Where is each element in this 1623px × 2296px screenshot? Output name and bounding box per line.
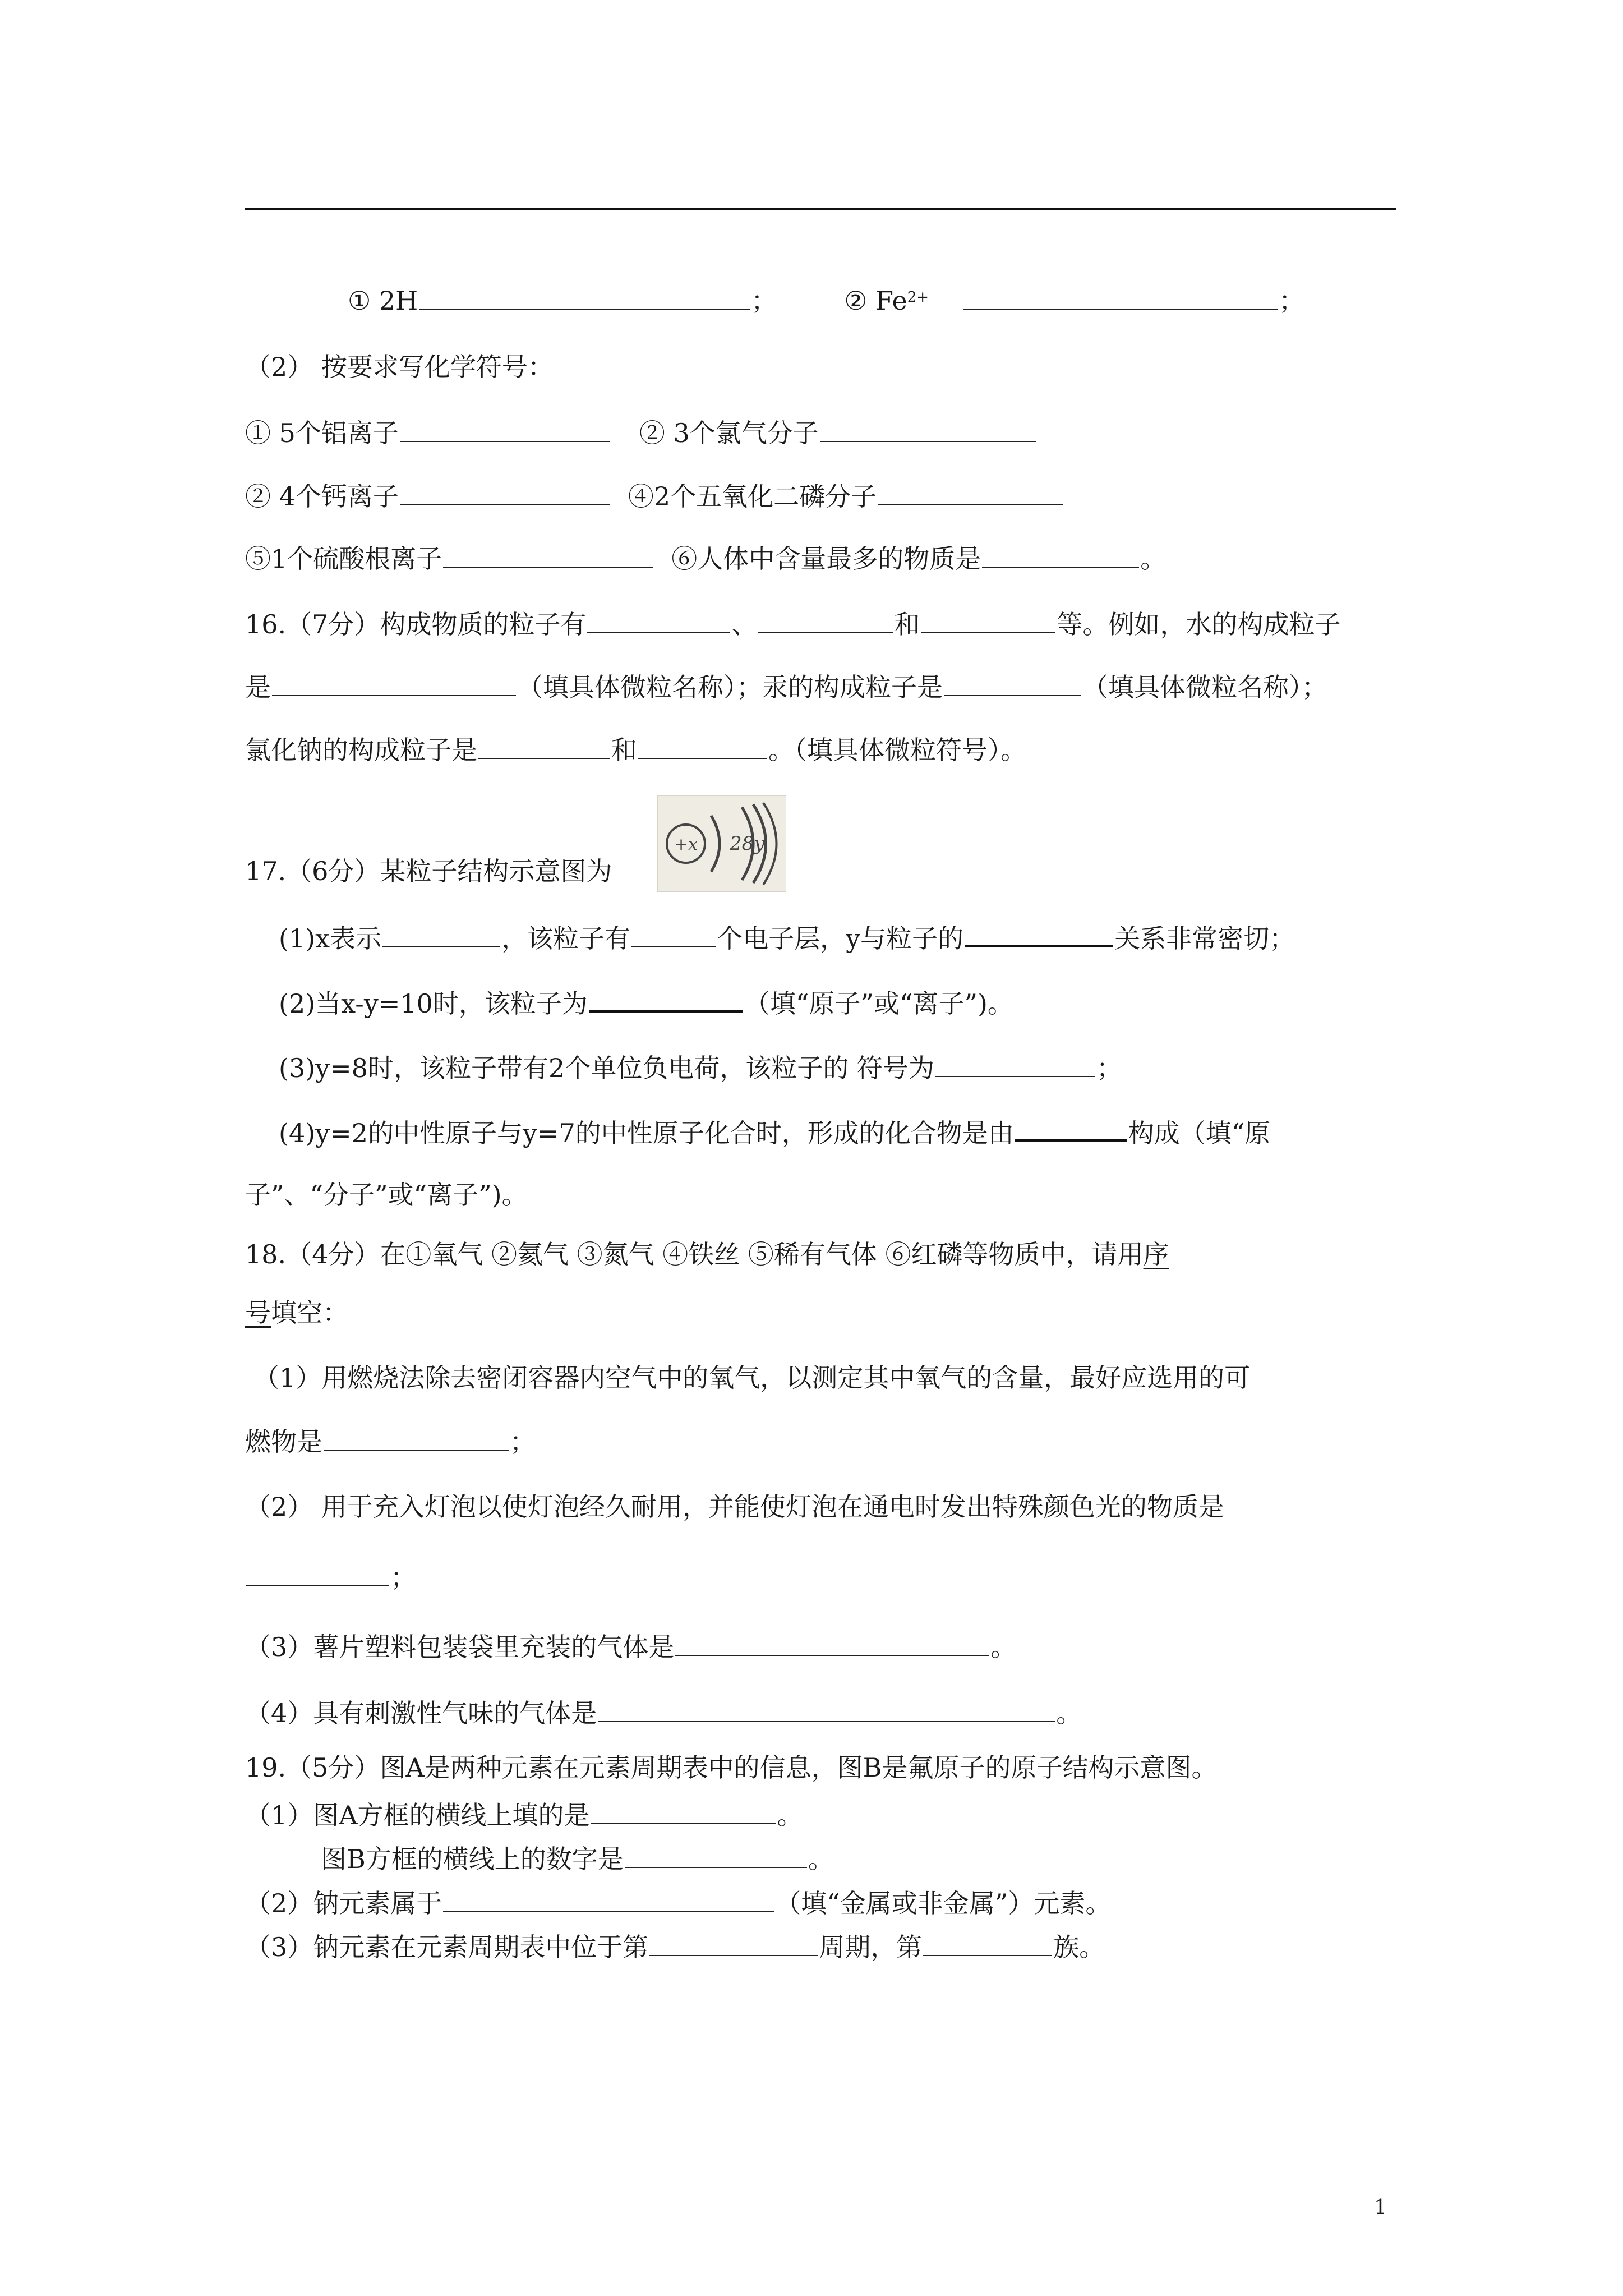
answer-blank[interactable]	[963, 287, 1278, 310]
q15-row3: ⑤1个硫酸根离子 ⑥人体中含量最多的物质是 。	[245, 544, 1166, 574]
answer-blank[interactable]	[246, 1564, 389, 1586]
nucleus-label: +x	[674, 835, 698, 854]
answer-blank[interactable]	[965, 923, 1113, 947]
q17-sub4: (4)y=2的中性原子与y=7的中性原子化合时，形成的化合物是由 构成（填“原	[279, 1118, 1271, 1148]
q19-part1: （1）图A方框的横线上填的是 。	[245, 1800, 803, 1830]
answer-blank[interactable]	[589, 988, 743, 1013]
answer-blank[interactable]	[591, 1802, 776, 1824]
answer-blank[interactable]	[1015, 1118, 1127, 1142]
q18-part2-cont: ；	[245, 1561, 416, 1594]
q19-part3: （3）钠元素在元素周期表中位于第 周期，第 族。	[245, 1932, 1105, 1962]
q18-head-cont: 号填空：	[245, 1297, 348, 1328]
answer-blank[interactable]	[878, 483, 1063, 505]
page-number: 1	[1374, 2196, 1387, 2219]
answer-blank[interactable]	[598, 1700, 1055, 1722]
q17-sub3: (3)y=8时，该粒子带有2个单位负电荷，该粒子的 符号为 ；	[279, 1053, 1122, 1083]
q18-part1: （1）用燃烧法除去密闭容器内空气中的氧气，以测定其中氧气的含量，最好应选用的可	[253, 1363, 1251, 1393]
answer-blank[interactable]	[921, 611, 1055, 633]
answer-blank[interactable]	[443, 545, 653, 568]
q19-part2: （2）钠元素属于 （填“金属或非金属”）元素。	[245, 1888, 1112, 1918]
answer-blank[interactable]	[478, 737, 610, 759]
answer-blank[interactable]	[419, 287, 750, 310]
q17-sub4-cont: 子”、“分子”或“离子”)。	[245, 1180, 528, 1210]
answer-blank[interactable]	[638, 737, 767, 759]
q16-line3: 氯化钠的构成粒子是 和 。（填具体微粒符号）。	[245, 735, 1026, 765]
shell-label: 28y	[730, 832, 765, 855]
answer-blank[interactable]	[944, 674, 1081, 696]
answer-blank[interactable]	[649, 1934, 818, 1956]
q15-item-2h: ① 2H ； ② $Fe^{2+}$ ；	[348, 286, 1305, 316]
answer-blank[interactable]	[587, 611, 730, 633]
q15-row2: ② 4个钙离子 ④2个五氧化二磷分子	[245, 480, 1064, 513]
particle-structure-figure	[657, 795, 786, 892]
q16-line1: 16.（7分）构成物质的粒子有 、 和 等。例如，水的构成粒子	[245, 609, 1341, 639]
q18-part1-cont: 燃物是 ；	[245, 1427, 536, 1457]
q18-part3: （3）薯片塑料包装袋里充装的气体是 。	[245, 1632, 1017, 1662]
header-rule	[245, 208, 1396, 210]
q18-head: 18.（4分）在①氧气 ②氦气 ③氮气 ④铁丝 ⑤稀有气体 ⑥红磷等物质中，请用序	[245, 1239, 1169, 1269]
q16-line2: 是 （填具体微粒名称）；汞的构成粒子是 （填具体微粒名称）；	[245, 672, 1327, 702]
answer-blank[interactable]	[675, 1634, 989, 1656]
answer-blank[interactable]	[923, 1934, 1052, 1956]
answer-blank[interactable]	[382, 925, 500, 947]
q17-sub2: (2)当x-y=10时，该粒子为 （填“原子”或“离子”)。	[279, 988, 1013, 1019]
answer-blank[interactable]	[400, 420, 610, 442]
answer-blank[interactable]	[758, 611, 893, 633]
q18-part2: （2） 用于充入灯泡以使灯泡经久耐用，并能使灯泡在通电时发出特殊颜色光的物质是	[245, 1492, 1224, 1522]
answer-blank[interactable]	[631, 925, 716, 947]
answer-blank[interactable]	[443, 1890, 774, 1912]
answer-blank[interactable]	[982, 545, 1139, 568]
q15-part2: （2） 按要求写化学符号：	[245, 352, 554, 382]
answer-blank[interactable]	[935, 1055, 1095, 1077]
answer-blank[interactable]	[625, 1846, 807, 1868]
answer-blank[interactable]	[324, 1428, 509, 1451]
q17-head: 17.（6分）某粒子结构示意图为	[245, 856, 612, 886]
q19-head: 19.（5分）图A是两种元素在元素周期表中的信息，图B是氟原子的原子结构示意图。	[245, 1752, 1218, 1783]
q18-part4: （4）具有刺激性气味的气体是 。	[245, 1698, 1082, 1728]
answer-blank[interactable]	[272, 674, 516, 696]
answer-blank[interactable]	[400, 483, 610, 505]
answer-blank[interactable]	[820, 420, 1036, 442]
q17-sub1: (1)x表示 ，该粒子有 个电子层，y与粒子的 关系非常密切；	[279, 923, 1295, 954]
q19-part1b: 图B方框的横线上的数字是 。	[321, 1844, 834, 1874]
q15-row1: ① 5个铝离子 ② 3个氯气分子	[245, 416, 1037, 450]
atom-diagram-icon	[658, 796, 786, 891]
